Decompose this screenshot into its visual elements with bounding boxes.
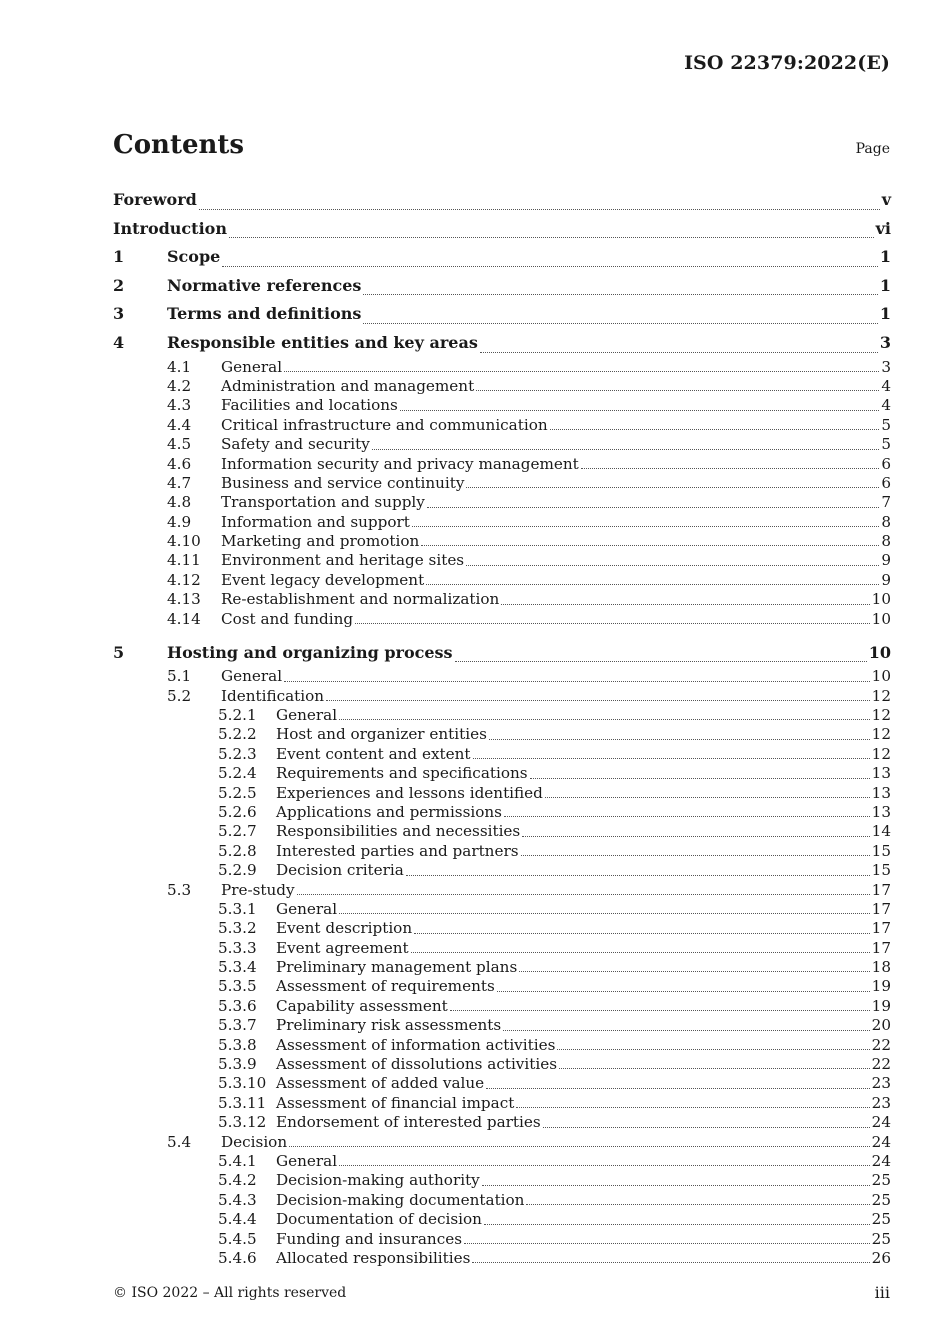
toc-entry[interactable]	[113, 532, 891, 551]
toc-entry-number: 5.3.9	[218, 1055, 257, 1074]
toc-entry-number: 5.2.5	[218, 783, 257, 802]
contents-heading: Contents	[113, 130, 245, 160]
footer-page-number: iii	[874, 1283, 890, 1302]
toc-entry-title: Capability assessment	[276, 996, 448, 1015]
toc-entry-page: 10	[868, 642, 891, 662]
toc-dot-leader	[522, 835, 869, 837]
toc-entry[interactable]	[113, 1094, 891, 1113]
toc-entry-number: 5.4.1	[218, 1151, 257, 1170]
toc-entry-number: 5.3.11	[218, 1093, 267, 1112]
toc-entry-page: 20	[871, 1016, 891, 1035]
toc-entry[interactable]	[113, 329, 891, 358]
toc-entry-title: Assessment of added value	[276, 1074, 485, 1093]
document-identifier: ISO 22379:2022(E)	[684, 52, 890, 74]
toc-entry-page: 5	[881, 415, 891, 434]
toc-entry-number: 4.8	[167, 493, 192, 512]
toc-entry-page: 13	[871, 764, 891, 783]
toc-entry[interactable]	[113, 396, 891, 415]
toc-entry-page: 7	[881, 493, 891, 512]
toc-dot-leader	[363, 322, 877, 324]
toc-entry-number: 3	[113, 304, 125, 324]
toc-entry-number: 4.11	[167, 551, 201, 570]
toc-entry[interactable]	[113, 215, 891, 244]
toc-entry[interactable]	[113, 590, 891, 609]
toc-dot-leader	[581, 467, 880, 469]
toc-entry-title: Environment and heritage sites	[221, 551, 465, 570]
toc-dot-leader	[414, 932, 870, 934]
toc-entry-page: 19	[871, 996, 891, 1015]
toc-dot-leader	[516, 1106, 869, 1108]
toc-entry-number: 5.2.3	[218, 744, 257, 763]
toc-entry-title: Administration and management	[221, 376, 475, 395]
toc-dot-leader	[363, 293, 877, 295]
toc-entry[interactable]	[113, 1074, 891, 1093]
toc-entry-title: General	[276, 899, 338, 918]
toc-entry[interactable]	[113, 377, 891, 396]
toc-entry-page: 17	[871, 938, 891, 957]
toc-entry[interactable]	[113, 1113, 891, 1132]
toc-entry-number: 4.3	[167, 396, 192, 415]
toc-entry-number: 5.4.5	[218, 1229, 257, 1248]
toc-dot-leader	[559, 1067, 870, 1069]
toc-entry-page: 18	[871, 958, 891, 977]
toc-entry[interactable]	[113, 435, 891, 454]
toc-entry-page: vi	[875, 218, 891, 238]
toc-dot-leader	[284, 370, 879, 372]
toc-entry-title: Information and support	[221, 512, 410, 531]
toc-entry-number: 4.6	[167, 454, 192, 473]
toc-entry-page: 26	[871, 1248, 891, 1267]
toc-entry-title: General	[221, 667, 283, 686]
toc-entry-title: Assessment of dissolutions activities	[276, 1055, 557, 1074]
toc-dot-leader	[521, 854, 870, 856]
toc-entry-title: Information security and privacy management	[221, 454, 579, 473]
toc-entry-title: Hosting and organizing process	[167, 642, 453, 662]
toc-entry-page: 1	[879, 304, 891, 324]
toc-dot-leader	[222, 265, 878, 267]
toc-entry-title: Experiences and lessons identified	[276, 783, 543, 802]
toc-entry-number: 5.3.8	[218, 1035, 257, 1054]
toc-dot-leader	[355, 622, 870, 624]
toc-entry-title: Decision-making documentation	[276, 1190, 525, 1209]
toc-entry-title: Introduction	[113, 218, 227, 238]
toc-dot-leader	[543, 1126, 870, 1128]
toc-entry-number: 4.1	[167, 357, 192, 376]
toc-entry-page: 25	[871, 1190, 891, 1209]
toc-entry-page: 25	[871, 1229, 891, 1248]
toc-entry-page: 17	[871, 919, 891, 938]
toc-entry-page: 12	[871, 725, 891, 744]
toc-dot-leader	[411, 951, 870, 953]
toc-entry-number: 5.3.6	[218, 996, 257, 1015]
toc-entry-number: 5.2.7	[218, 822, 257, 841]
toc-dot-leader	[297, 893, 870, 895]
toc-entry-page: 10	[871, 609, 891, 628]
toc-entry-page: 13	[871, 802, 891, 821]
toc-entry-title: Decision	[221, 1132, 288, 1151]
toc-entry-title: Critical infrastructure and communication	[221, 415, 548, 434]
toc-dot-leader	[501, 603, 869, 605]
toc-entry-number: 5.4.3	[218, 1190, 257, 1209]
toc-dot-leader	[466, 564, 879, 566]
toc-dot-leader	[550, 428, 880, 430]
toc-entry-number: 2	[113, 275, 125, 295]
toc-entry-page: 24	[871, 1132, 891, 1151]
toc-entry-title: Responsible entities and key areas	[167, 332, 478, 352]
toc-entry-title: Responsibilities and necessities	[276, 822, 521, 841]
toc-entry-page: 23	[871, 1093, 891, 1112]
toc-entry[interactable]	[113, 243, 891, 272]
toc-entry[interactable]	[113, 958, 891, 977]
toc-entry-number: 4.4	[167, 415, 192, 434]
page-column-label: Page	[855, 141, 890, 157]
toc-entry[interactable]	[113, 784, 891, 803]
toc-dot-leader	[476, 389, 879, 391]
footer-copyright: © ISO 2022 – All rights reserved	[113, 1285, 347, 1301]
toc-dot-leader	[464, 1242, 870, 1244]
toc-entry[interactable]	[113, 803, 891, 822]
toc-entry-page: 14	[871, 822, 891, 841]
toc-entry[interactable]	[113, 358, 891, 377]
toc-entry-number: 5.4	[167, 1132, 192, 1151]
toc-entry-title: Re-establishment and normalization	[221, 590, 500, 609]
toc-entry-number: 5.3.1	[218, 899, 257, 918]
toc-entry-number: 5.3.12	[218, 1113, 267, 1132]
toc-entry-page: 25	[871, 1210, 891, 1229]
toc-entry-number: 4.7	[167, 473, 192, 492]
toc-entry[interactable]	[113, 687, 891, 706]
toc-entry-page: 19	[871, 977, 891, 996]
toc-entry-page: 6	[881, 454, 891, 473]
toc-dot-leader	[229, 236, 874, 238]
toc-entry-title: Normative references	[167, 275, 362, 295]
toc-entry-title: Host and organizer entities	[276, 725, 487, 744]
toc-entry-number: 1	[113, 247, 125, 267]
toc-entry-number: 5.3.3	[218, 938, 257, 957]
toc-entry-number: 5.3.5	[218, 977, 257, 996]
toc-entry[interactable]	[113, 1230, 891, 1249]
toc-entry-title: Requirements and specifications	[276, 764, 528, 783]
table-of-contents	[113, 186, 891, 1268]
toc-entry-page: 22	[871, 1055, 891, 1074]
toc-entry-title: Cost and funding	[221, 609, 354, 628]
toc-entry-number: 4.14	[167, 609, 201, 628]
toc-entry-title: Assessment of requirements	[276, 977, 495, 996]
toc-dot-leader	[455, 660, 867, 662]
toc-entry-title: Event description	[276, 919, 413, 938]
toc-entry[interactable]	[113, 861, 891, 880]
toc-entry-page: 15	[871, 861, 891, 880]
toc-entry-number: 5.4.6	[218, 1248, 257, 1267]
toc-entry-title: Foreword	[113, 190, 197, 209]
toc-entry-page: 10	[871, 590, 891, 609]
toc-entry-title: Interested parties and partners	[276, 841, 519, 860]
toc-dot-leader	[339, 912, 870, 914]
toc-entry-title: Event legacy development	[221, 570, 425, 589]
toc-entry[interactable]	[113, 300, 891, 329]
toc-entry-page: 6	[881, 473, 891, 492]
toc-entry[interactable]	[113, 1133, 891, 1152]
toc-dot-leader	[339, 718, 870, 720]
toc-entry-title: Marketing and promotion	[221, 532, 420, 551]
toc-entry-title: Event agreement	[276, 938, 409, 957]
toc-entry-page: 4	[881, 376, 891, 395]
toc-dot-leader	[497, 990, 870, 992]
toc-entry[interactable]	[113, 551, 891, 570]
toc-entry[interactable]	[113, 1152, 891, 1171]
toc-entry-page: 9	[881, 551, 891, 570]
toc-entry-number: 5.2.9	[218, 861, 257, 880]
toc-entry-page: 8	[881, 512, 891, 531]
toc-entry[interactable]	[113, 474, 891, 493]
toc-entry-page: 10	[871, 667, 891, 686]
toc-entry-title: Funding and insurances	[276, 1229, 462, 1248]
toc-entry-page: 3	[881, 357, 891, 376]
toc-entry-number: 5.3.7	[218, 1016, 257, 1035]
toc-entry-title: Decision-making authority	[276, 1171, 480, 1190]
toc-dot-leader	[326, 699, 870, 701]
toc-entry-page: 1	[879, 275, 891, 295]
toc-entry[interactable]	[113, 1055, 891, 1074]
toc-entry-title: Facilities and locations	[221, 396, 398, 415]
toc-entry-title: Applications and permissions	[276, 802, 502, 821]
toc-entry-number: 5.2.2	[218, 725, 257, 744]
toc-entry[interactable]	[113, 997, 891, 1016]
toc-entry-title: Scope	[167, 247, 221, 267]
toc-dot-leader	[466, 486, 879, 488]
toc-dot-leader	[530, 777, 870, 779]
toc-entry[interactable]	[113, 610, 891, 629]
toc-dot-leader	[503, 1029, 869, 1031]
toc-entry-title: Event content and extent	[276, 744, 471, 763]
toc-dot-leader	[486, 1087, 870, 1089]
toc-entry[interactable]	[113, 919, 891, 938]
toc-entry-number: 5.2.6	[218, 802, 257, 821]
toc-entry-number: 5.3.2	[218, 919, 257, 938]
toc-entry-number: 5.2.4	[218, 764, 257, 783]
toc-entry-number: 4	[113, 332, 125, 352]
toc-dot-leader	[284, 680, 870, 682]
toc-entry-page: 15	[871, 841, 891, 860]
toc-dot-leader	[421, 544, 879, 546]
toc-entry[interactable]	[113, 493, 891, 512]
toc-dot-leader	[406, 874, 870, 876]
toc-entry[interactable]	[113, 1249, 891, 1268]
toc-dot-leader	[504, 815, 870, 817]
toc-entry[interactable]	[113, 416, 891, 435]
toc-entry-page: 12	[871, 686, 891, 705]
toc-entry-title: Assessment of financial impact	[276, 1093, 515, 1112]
toc-entry[interactable]	[113, 1210, 891, 1229]
toc-entry[interactable]	[113, 513, 891, 532]
toc-entry-page: 8	[881, 532, 891, 551]
toc-entry-title: Preliminary risk assessments	[276, 1016, 502, 1035]
toc-entry[interactable]	[113, 639, 891, 668]
toc-entry-page: 13	[871, 783, 891, 802]
toc-entry[interactable]	[113, 186, 891, 215]
toc-entry[interactable]	[113, 667, 891, 686]
toc-entry-number: 5	[113, 642, 125, 662]
toc-dot-leader	[339, 1164, 870, 1166]
toc-entry[interactable]	[113, 1191, 891, 1210]
toc-entry-number: 5.2.8	[218, 841, 257, 860]
toc-dot-leader	[473, 757, 870, 759]
toc-entry-number: 5.1	[167, 667, 192, 686]
toc-entry-title: Pre-study	[221, 880, 295, 899]
toc-entry[interactable]	[113, 706, 891, 725]
toc-entry-page: 24	[871, 1151, 891, 1170]
toc-entry[interactable]	[113, 1016, 891, 1035]
toc-entry[interactable]	[113, 272, 891, 301]
toc-entry-number: 5.4.2	[218, 1171, 257, 1190]
toc-entry[interactable]	[113, 881, 891, 900]
toc-entry[interactable]	[113, 745, 891, 764]
toc-entry-number: 4.5	[167, 435, 192, 454]
toc-dot-leader	[427, 506, 879, 508]
toc-entry-number: 5.3.4	[218, 958, 257, 977]
toc-dot-leader	[484, 1223, 870, 1225]
toc-dot-leader	[472, 1261, 869, 1263]
toc-entry-number: 5.2	[167, 686, 192, 705]
toc-entry-title: Business and service continuity	[221, 473, 465, 492]
toc-entry-page: 5	[881, 435, 891, 454]
toc-entry[interactable]	[113, 571, 891, 590]
toc-entry-page: 4	[881, 396, 891, 415]
toc-entry-number: 5.4.4	[218, 1210, 257, 1229]
toc-entry-title: Assessment of information activities	[276, 1035, 556, 1054]
toc-entry-page: 12	[871, 744, 891, 763]
toc-entry-number: 4.13	[167, 590, 201, 609]
toc-dot-leader	[199, 208, 880, 210]
toc-entry-title: Transportation and supply	[221, 493, 425, 512]
toc-dot-leader	[557, 1048, 869, 1050]
toc-entry-page: 22	[871, 1035, 891, 1054]
toc-entry[interactable]	[113, 900, 891, 919]
toc-dot-leader	[289, 1145, 870, 1147]
toc-entry[interactable]	[113, 1036, 891, 1055]
toc-entry-title: Preliminary management plans	[276, 958, 518, 977]
toc-entry-title: General	[221, 357, 283, 376]
toc-entry-title: Allocated responsibilities	[276, 1248, 471, 1267]
toc-dot-leader	[482, 1184, 870, 1186]
toc-entry[interactable]	[113, 822, 891, 841]
toc-entry-page: 17	[871, 899, 891, 918]
toc-entry-page: 17	[871, 880, 891, 899]
toc-entry-page: 1	[879, 247, 891, 267]
toc-dot-leader	[489, 738, 870, 740]
toc-dot-leader	[372, 448, 879, 450]
toc-entry-title: Decision criteria	[276, 861, 404, 880]
toc-entry-title: General	[276, 1151, 338, 1170]
toc-entry-page: 24	[871, 1113, 891, 1132]
toc-entry-page: 9	[881, 570, 891, 589]
toc-entry[interactable]	[113, 455, 891, 474]
toc-entry[interactable]	[113, 725, 891, 744]
toc-entry-page: 25	[871, 1171, 891, 1190]
toc-entry-number: 4.10	[167, 532, 201, 551]
toc-dot-leader	[519, 970, 869, 972]
toc-entry-number: 4.12	[167, 570, 201, 589]
toc-dot-leader	[526, 1203, 869, 1205]
toc-entry-number: 4.9	[167, 512, 192, 531]
toc-dot-leader	[412, 525, 879, 527]
toc-entry-title: Terms and definitions	[167, 304, 362, 324]
toc-dot-leader	[400, 409, 879, 411]
toc-entry-title: Endorsement of interested parties	[276, 1113, 541, 1132]
toc-entry[interactable]	[113, 977, 891, 996]
toc-entry[interactable]	[113, 1171, 891, 1190]
toc-entry[interactable]	[113, 764, 891, 783]
toc-dot-leader	[480, 351, 878, 353]
toc-entry-title: Safety and security	[221, 435, 370, 454]
toc-entry-title: General	[276, 706, 338, 724]
toc-entry[interactable]	[113, 939, 891, 958]
toc-entry-number: 4.2	[167, 376, 192, 395]
toc-entry-number: 5.3.10	[218, 1074, 267, 1093]
toc-entry-page: 3	[879, 332, 891, 352]
toc-entry-number: 5.3	[167, 880, 192, 899]
toc-entry-number: 5.2.1	[218, 706, 257, 724]
toc-entry[interactable]	[113, 842, 891, 861]
toc-dot-leader	[426, 583, 879, 585]
toc-entry-page: v	[881, 190, 891, 209]
toc-entry-title: Documentation of decision	[276, 1210, 482, 1229]
toc-dot-leader	[545, 796, 870, 798]
toc-entry-page: 12	[871, 706, 891, 724]
toc-entry-page: 23	[871, 1074, 891, 1093]
toc-dot-leader	[450, 1009, 870, 1011]
toc-entry-title: Identification	[221, 686, 325, 705]
